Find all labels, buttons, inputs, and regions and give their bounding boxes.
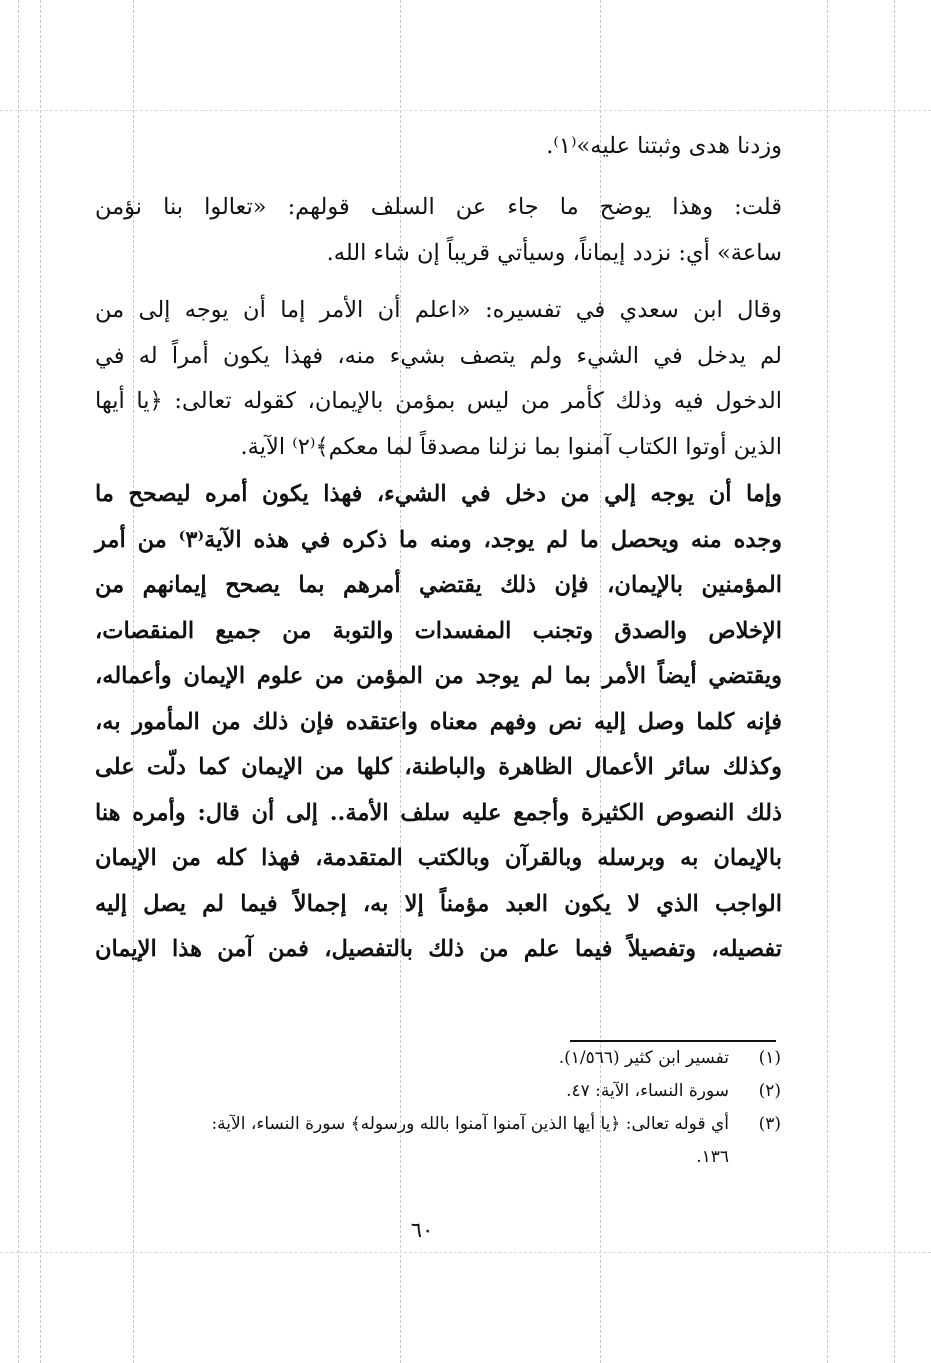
text-line: ساعة» أي: نزدد إيماناً، وسيأتي قريباً إن شاء الله.: [326, 239, 782, 266]
page-number: ٦٠: [410, 1218, 434, 1242]
text-line: قلت: وهذا يوضح ما جاء عن السلف قولهم: «تعالوا بنا نؤمن: [95, 194, 782, 220]
footnotes: [131, 1042, 781, 1174]
footnote-text: أي قوله تعالى: ﴿يا أيها الذين آمنوا آمنوا بالله ورسوله﴾ سورة النساء، الآية:: [211, 1114, 729, 1134]
scan-guide-line: [827, 0, 828, 1363]
text-line: وقال ابن سعدي في تفسيره: «اعلم أن الأمر إما أن يوجه إلى من: [95, 297, 782, 323]
footnote-number: (٣): [758, 1114, 781, 1134]
text-line: وإما أن يوجه إلي من دخل في الشيء، فهذا يكون أمره ليصحح ما: [95, 481, 782, 507]
text-line: الذين أوتوا الكتاب آمنوا بما نزلنا مصدقاً لما معكم﴾⁽٢⁾ الآية.: [240, 433, 782, 460]
paragraph-quote-end: [95, 124, 782, 170]
footnote-number: (١): [758, 1048, 781, 1068]
text-line: لم يدخل في الشيء ولم يتصف بشيء منه، فهذا يكون أمراً له في: [95, 342, 782, 369]
text-line: ويقتضي أيضاً الأمر بما لم يوجد من المؤمن من علوم الإيمان وأعماله،: [95, 663, 782, 689]
scan-guide-line: [40, 0, 41, 1363]
text-line: الدخول فيه وذلك كأمر من ليس بمؤمن بالإيمان، كقوله تعالى: ﴿يا أيها: [95, 388, 782, 414]
footnote-2: [131, 1075, 781, 1108]
paragraph-salaf-saying: [95, 185, 782, 276]
text-line: فإنه كلما وصل إليه نص وفهم معناه واعتقده فإن ذلك من المأمور به،: [95, 708, 782, 735]
text-line: وجده منه ويحصل ما لم يوجد، ومنه ما ذكره في هذه الآية⁽٣⁾ من أمر: [95, 526, 782, 553]
text-line: ذلك النصوص الكثيرة وأجمع عليه سلف الأمة.. إلى أن قال: وأمره هنا: [95, 799, 782, 826]
footnote-text: ١٣٦.: [696, 1147, 729, 1167]
text-line: وزدنا هدى وثبتنا عليه»⁽١⁾.: [546, 133, 782, 159]
scan-guide-line: [18, 0, 19, 1363]
text-line: الإخلاص والصدق وتجنب المفسدات والتوبة من جميع المنقصات،: [95, 617, 782, 644]
text-line: وكذلك سائر الأعمال الظاهرة والباطنة، كلها من الإيمان كما دلّت على: [95, 754, 782, 780]
footnote-1: [131, 1042, 781, 1075]
footnote-3: [131, 1108, 781, 1141]
paragraph-ibn-saadi: [95, 288, 782, 470]
text-line: الواجب الذي لا يكون العبد مؤمناً إلا به، إجمالاً فيما لم يصل إليه: [95, 890, 782, 917]
footnote-text: سورة النساء، الآية: ٤٧.: [566, 1081, 729, 1101]
footnote-number: (٢): [758, 1081, 781, 1101]
footnote-text: تفسير ابن كثير (١/٥٦٦).: [558, 1048, 729, 1068]
text-line: بالإيمان به وبرسله وبالقرآن وبالكتب المتقدمة، فهذا كله من الإيمان: [95, 845, 782, 871]
scan-guide-line: [894, 0, 895, 1363]
paragraph-bold-quote: [95, 472, 782, 973]
footnote-3-continuation: [131, 1141, 781, 1174]
text-line: المؤمنين بالإيمان، فإن ذلك يقتضي أمرهم بما يصحح إيمانهم من: [95, 572, 782, 598]
text-line: تفصيله، وتفصيلاً فيما علم من ذلك بالتفصيل، فمن آمن هذا الإيمان: [95, 936, 782, 962]
